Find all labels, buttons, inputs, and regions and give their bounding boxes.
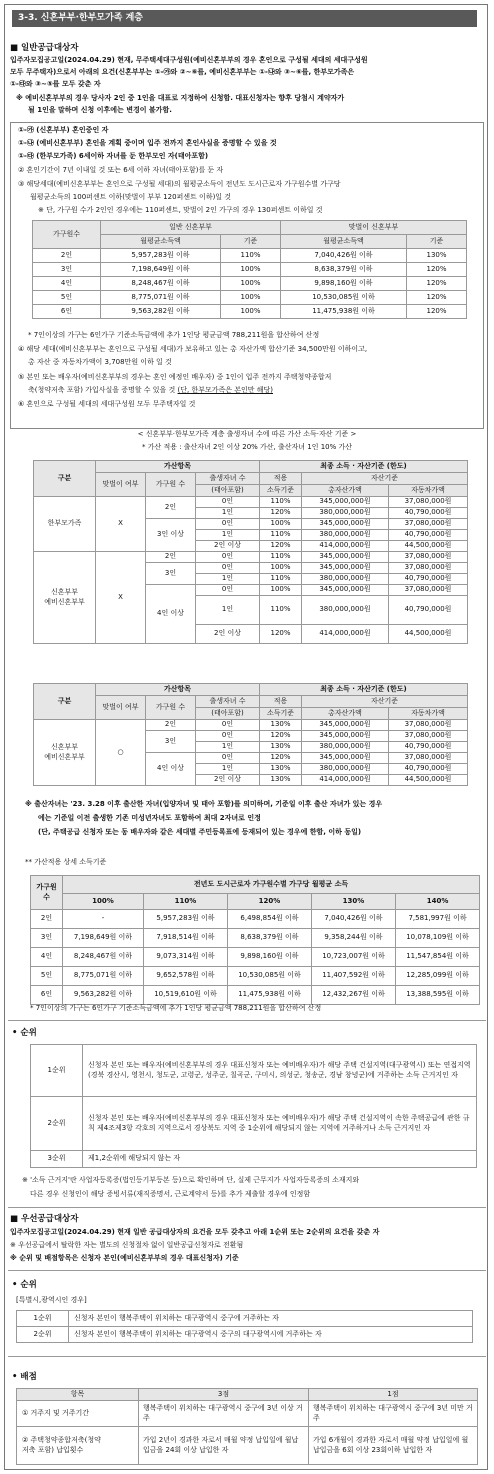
table-cell: 1인 (196, 530, 260, 541)
table-cell: 345,000,000원 (302, 519, 389, 530)
table-cell: 380,000,000원 (302, 764, 389, 775)
table-cell: 100% (221, 291, 281, 305)
t1-h-income: 월평균소득액 (101, 235, 221, 249)
table-cell: 120% (260, 508, 302, 519)
table-cell: 37,080,000원 (389, 563, 468, 574)
req-l11a: 축(청약저축 포함) 가입사실을 증명할 수 있을 것 (28, 386, 178, 394)
table-cell: 3인 이상 (146, 519, 196, 552)
table-cell: 5,957,283원 이하 (101, 249, 221, 263)
table-cell: 2인 이상 (196, 625, 260, 644)
table-cell: 11,475,938원 이하 (228, 986, 312, 1005)
table-cell: 0인 (196, 731, 260, 742)
table-cell: 1인 (196, 574, 260, 585)
table-cell: 3인 (33, 263, 101, 277)
table-cell: 5인 (33, 291, 101, 305)
rank-note-1: ※ '소득 근거지'란 사업자등록증(법인등기부등본 등)으로 확인하며 단, 실제 근무지가 사업자등록증의 소재지와 (22, 1176, 360, 1184)
table-cell: 40,790,000원 (389, 508, 468, 519)
req-l3: ①-㉰ (한부모가족) 6세이하 자녀를 둔 한부모인 자(태아포함) (18, 152, 209, 160)
table-cell: 130% (260, 720, 302, 731)
t2-title: < 신혼부부·한부모가족 계층 출생자녀 수에 따른 가산 소득·자산 기준 > (137, 430, 357, 438)
table-cell: 11,547,854원 이하 (396, 948, 480, 967)
note2-l2: 에는 기준일 이전 출생한 기존 미성년자녀도 포함하여 최대 2자녀로 인정 (38, 814, 261, 822)
table-cell: 345,000,000원 (302, 497, 389, 508)
table-cell: 120% (407, 263, 467, 277)
table-cell: 1인 (196, 596, 260, 625)
t2a-h-child: 출생자녀 수 (196, 473, 260, 485)
rank-3-text: 제1,2순위에 해당되지 않는 자 (83, 1151, 477, 1168)
divider (8, 1356, 486, 1357)
table-cell: 9,358,244원 이하 (312, 929, 396, 948)
table-cell: 37,080,000원 (389, 519, 468, 530)
table-cell: 380,000,000원 (302, 742, 389, 753)
table-cell: 100% (221, 277, 281, 291)
table-cell: 3인 (31, 929, 63, 948)
table-cell: 11,407,592원 이하 (312, 967, 396, 986)
prank-sub: [특별시,광역시인 경우] (16, 1296, 87, 1304)
table-cell: 8,248,467원 이하 (63, 948, 144, 967)
table-cell: 2인 이상 (196, 541, 260, 552)
t3-col: 130% (312, 894, 396, 910)
prank-title: • 순위 (12, 1280, 37, 1290)
table-cell: 1인 (196, 764, 260, 775)
table-cell: 100% (260, 585, 302, 596)
divider (8, 1020, 486, 1021)
bonus-table-a (33, 460, 468, 644)
table-cell: 0인 (196, 497, 260, 508)
table-cell: 8,638,379원 이하 (281, 263, 407, 277)
table-cell: 40,790,000원 (389, 764, 468, 775)
note2-l3: (단, 주택공급 신청자 또는 동 배우자와 같은 세대별 주민등록표에 등재되어 있는 경우에 한함, 이하 동일) (38, 828, 362, 836)
table-cell: 100% (221, 263, 281, 277)
t2a-g1: 한부모가족 (34, 497, 96, 552)
req-l11b: (단, 한부모가족은 본인만 해당) (177, 386, 274, 394)
score-h-item: 항목 (17, 1389, 139, 1401)
table-cell: 12,432,267원 이하 (312, 986, 396, 1005)
t2a-h-total: 총자산가액 (302, 485, 389, 497)
table-cell: 37,080,000원 (389, 497, 468, 508)
t2a-h-apply: 적용 (260, 473, 302, 485)
table-cell: 37,080,000원 (389, 731, 468, 742)
req-l4: ② 혼인기간이 7년 이내일 것 또는 6세 이하 자녀(태아포함)를 둔 자 (18, 166, 224, 174)
section-header: 3-3. 신혼부부·한부모가족 계층 (12, 10, 477, 27)
score-item-2a: ② 주택청약종합저축(청약 (22, 1436, 101, 1445)
rank-1-text: 신청자 본인 또는 배우자(예비신혼부부의 경우 대표신청자 또는 예비배우자)가 해당 주택 건설지역(대구광역시) 또는 연접지역(경북 경산시, 영천시, 청도군, 고령군, 성주군, 칠곡군, 구미시, 의성군, 청송군, 경남 창녕군)에 거주하는 소득 근거지인 자 (83, 1045, 477, 1097)
table-cell: 380,000,000원 (302, 530, 389, 541)
table-cell: 0인 (196, 552, 260, 563)
table-cell: 130% (260, 775, 302, 786)
t2b-h-incstd: 소득기준 (260, 708, 302, 720)
divider (8, 1207, 486, 1208)
table-cell: 0인 (196, 519, 260, 530)
t2a-g2b: 예비신혼부부 (44, 597, 85, 606)
table-cell: 380,000,000원 (302, 508, 389, 519)
priority-title: ■ 우선공급대상자 (10, 1214, 79, 1224)
table-cell: 0인 (196, 753, 260, 764)
table-cell: 9,652,578원 이하 (144, 967, 228, 986)
req-l11 (28, 386, 273, 395)
t2b-h-car: 자동차가액 (389, 708, 468, 720)
t2b-g2a: 신혼부부 (50, 743, 79, 752)
score-title: • 배점 (12, 1372, 37, 1382)
t2a-h-dual: 맞벌이 여부 (96, 473, 146, 497)
table-cell: 0인 (196, 563, 260, 574)
t1-h-dual: 맞벌이 신혼부부 (281, 221, 467, 235)
t3-col: 140% (396, 894, 480, 910)
table-cell: 7,581,997원 이하 (396, 910, 480, 929)
table-cell: 8,638,379원 이하 (228, 929, 312, 948)
req-l6: 월평균소득의 100퍼센트 이하(맞벌이 부부 120퍼센트 이하)일 것 (30, 193, 232, 201)
t2a-h-add: 가산항목 (96, 461, 260, 473)
t2a-h-crit: 최종 소득 · 자산기준 (한도) (260, 461, 468, 473)
table-cell: 110% (260, 596, 302, 625)
table-cell: 2인 이상 (196, 775, 260, 786)
divider (8, 1270, 486, 1271)
rank-table (30, 1044, 477, 1168)
table-cell: 345,000,000원 (302, 552, 389, 563)
rank-title: • 순위 (12, 1028, 37, 1038)
t2a-x2: X (96, 552, 146, 644)
table-cell: 3인 (146, 563, 196, 585)
score-table (16, 1388, 478, 1465)
t3-col: 100% (63, 894, 144, 910)
table-cell: 7,040,426원 이하 (312, 910, 396, 929)
table-cell: 4인 이상 (146, 753, 196, 786)
table-cell: 9,563,282원 이하 (63, 986, 144, 1005)
table-cell: - (63, 910, 144, 929)
table-cell: 100% (260, 519, 302, 530)
table-cell: 110% (260, 530, 302, 541)
table-cell: 0인 (196, 585, 260, 596)
table-cell: 11,475,938원 이하 (281, 305, 407, 319)
req-l5: ③ 해당세대(예비신혼부부는 혼인으로 구성될 세대)의 월평균소득이 전년도 도시근로자 가구원수별 가구당 (18, 180, 341, 188)
t2a-x1: X (96, 497, 146, 552)
general-title: ■ 일반공급대상자 (10, 43, 79, 53)
priority-l3: ※ 순위 및 배점항목은 신청자 본인(예비신혼부부의 경우 대표신청자) 기준 (10, 1254, 239, 1262)
req-l9: 총 자산 중 자동차가액이 3,708만원 이하 일 것 (28, 358, 172, 366)
table-cell: 9,898,160원 이하 (228, 948, 312, 967)
table-cell: 8,775,071원 이하 (101, 291, 221, 305)
t2a-h-fetus: (태아포함) (196, 485, 260, 497)
t2b-h-crit: 최종 소득 · 자산기준 (한도) (260, 684, 468, 696)
score-item-2b: 저축 포함) 납입횟수 (22, 1445, 84, 1454)
table-cell: 8,775,071원 이하 (63, 967, 144, 986)
table-cell: 120% (407, 305, 467, 319)
t2a-h-size: 가구원 수 (146, 473, 196, 497)
table-cell: 40,790,000원 (389, 530, 468, 541)
priority-l2: ※ 우선공급에서 탈락한 자는 별도의 신청절차 없이 일반공급신청자로 전환됨 (10, 1241, 244, 1249)
prank-table (16, 1310, 473, 1343)
table-cell: 2인 (146, 720, 196, 731)
req-l12: ⑥ 혼인으로 구성될 세대의 세대구성원 모두 무주택자일 것 (18, 400, 196, 408)
t2a-g2a: 신혼부부 (50, 588, 79, 597)
t2b-h-dual: 맞벌이 여부 (96, 696, 146, 720)
general-note1-l2: 될 1인을 말하며 신청 이후에는 변경이 불가함. (28, 106, 172, 114)
table-cell: 44,500,000원 (389, 625, 468, 644)
rank-1: 1순위 (31, 1045, 83, 1097)
t1-h-members: 가구원수 (33, 221, 101, 249)
table-cell: 345,000,000원 (302, 720, 389, 731)
t1-h-std2: 기준 (407, 235, 467, 249)
score-h-3: 3점 (139, 1389, 309, 1401)
general-p1-l1: 입주자모집공고일(2024.04.29) 현재, 무주택세대구성원(예비신혼부부의 경우 혼인으로 구성될 세대의 세대구성원 (10, 56, 368, 64)
t2b-h-child: 출생자녀 수 (196, 696, 260, 708)
table-cell: 130% (407, 249, 467, 263)
rank-note-2: 다른 경우 신청인이 해당 증빙서류(재직증명서, 근로계약서 등)를 추가 제출할 경우에 인정함 (30, 1190, 311, 1198)
table-cell: 100% (260, 563, 302, 574)
t3-h-main: 전년도 도시근로자 가구원수별 가구당 월평균 소득 (63, 876, 480, 894)
t2b-h-total: 총자산가액 (302, 708, 389, 720)
t1-h-normal: 일반 신혼부부 (101, 221, 281, 235)
table-cell: 7,198,649원 이하 (101, 263, 221, 277)
table-cell: 380,000,000원 (302, 596, 389, 625)
table-cell: 4인 (33, 277, 101, 291)
table-cell: 6,498,854원 이하 (228, 910, 312, 929)
table-cell: 110% (260, 574, 302, 585)
t2b-g (34, 720, 96, 786)
table-cell: 414,000,000원 (302, 775, 389, 786)
bonus-table-b (33, 683, 468, 786)
table-cell: 10,723,007원 이하 (312, 948, 396, 967)
t2a-h-asset: 자산기준 (302, 473, 468, 485)
table-cell: 130% (260, 742, 302, 753)
t3-h-members: 가구원 수 (31, 876, 63, 910)
prank-1-text: 신청자 본인이 행복주택이 위치하는 대구광역시 중구에 거주하는 자 (69, 1311, 473, 1327)
score-h-1: 1점 (309, 1389, 478, 1401)
score-2-3: 가입 2년이 경과한 자로서 매월 약정 납입일에 월납입금을 24회 이상 납입한 자 (139, 1427, 309, 1465)
t2a-g2 (34, 552, 96, 644)
table-cell: 13,388,595원 이하 (396, 986, 480, 1005)
table-cell: 120% (260, 753, 302, 764)
table-cell: 7,918,514원 이하 (144, 929, 228, 948)
t1-h-income2: 월평균소득액 (281, 235, 407, 249)
table-cell: 9,073,314원 이하 (144, 948, 228, 967)
table-cell: 2인 (31, 910, 63, 929)
req-l8: ④ 해당 세대(예비신혼부부는 혼인으로 구성될 세대)가 보유하고 있는 총 자산가액 합산기준 34,500만원 이하이고, (18, 345, 368, 353)
table-cell: 10,078,109원 이하 (396, 929, 480, 948)
t3-col: 110% (144, 894, 228, 910)
general-p1-l3: ①-㉰와 ③~⑤를 모두 갖춘 자 (10, 80, 101, 88)
table-cell: 7,040,426원 이하 (281, 249, 407, 263)
table-cell: 4인 (31, 948, 63, 967)
table-cell: 345,000,000원 (302, 585, 389, 596)
table-cell: 2인 (146, 552, 196, 563)
table-cell: 110% (260, 497, 302, 508)
t1-h-std: 기준 (221, 235, 281, 249)
table-cell: 130% (260, 764, 302, 775)
table-cell: 40,790,000원 (389, 574, 468, 585)
table-cell: 37,080,000원 (389, 585, 468, 596)
table-cell: 6인 (31, 986, 63, 1005)
req-l10: ⑤ 본인 또는 배우자(예비신혼부부의 경우는 혼인 예정인 배우자) 중 1인이 입주 전까지 주택청약종합저 (18, 373, 332, 381)
t2b-h-asset: 자산기준 (302, 696, 468, 708)
t2b-h-size: 가구원 수 (146, 696, 196, 720)
table-cell: 9,563,282원 이하 (101, 305, 221, 319)
req-n1: * 7인이상의 가구는 6인가구 기준소득금액에 추가 1인당 평균금액 788,211원을 합산하여 산정 (28, 331, 320, 339)
score-item-1: ① 거주지 및 거주기간 (17, 1401, 139, 1427)
t3-title: ** 가산적용 상세 소득기준 (25, 858, 107, 866)
rank-3: 3순위 (31, 1151, 83, 1168)
table-cell: 44,500,000원 (389, 541, 468, 552)
score-2-1: 가입 6개월이 경과한 자로서 매월 약정 납입일에 월납입금을 6회 이상 23회이하 납입한 자 (309, 1427, 478, 1465)
general-note1-l1: ※ 예비신혼부부의 경우 당사자 2인 중 1인을 대표로 지정하여 신청함. 대표신청자는 향후 당첨시 계약자가 (16, 94, 345, 102)
table-cell: 380,000,000원 (302, 574, 389, 585)
t2a-h-car: 자동차가액 (389, 485, 468, 497)
table-cell: 0인 (196, 720, 260, 731)
table-cell: 37,080,000원 (389, 720, 468, 731)
table-cell: 110% (260, 552, 302, 563)
table-cell: 12,285,099원 이하 (396, 967, 480, 986)
table-cell: 120% (260, 625, 302, 644)
prank-2-text: 신청자 본인이 행복주택이 위치하는 대구광역시 중구의 대구광역시에 거주하는 자 (69, 1327, 473, 1343)
table-cell: 110% (221, 249, 281, 263)
req-l7: ※ 단, 가구원 수가 2인인 경우에는 110퍼센트, 맞벌이 2인 가구의 경우 130퍼센트 이하일 것 (38, 206, 323, 214)
t2a-h-type: 구분 (34, 461, 96, 497)
rank-2: 2순위 (31, 1097, 83, 1151)
income-table-1 (32, 220, 467, 319)
table-cell: 7,198,649원 이하 (63, 929, 144, 948)
table-cell: 37,080,000원 (389, 753, 468, 764)
prank-1: 1순위 (17, 1311, 69, 1327)
table-cell: 1인 (196, 742, 260, 753)
table-cell: 10,530,085원 이하 (228, 967, 312, 986)
table-cell: 120% (407, 277, 467, 291)
t2b-h-fetus: (태아포함) (196, 708, 260, 720)
table-cell: 10,530,085원 이하 (281, 291, 407, 305)
table-cell: 2인 (33, 249, 101, 263)
table-cell: 1인 (196, 508, 260, 519)
table-cell: 10,519,610원 이하 (144, 986, 228, 1005)
table-cell: 120% (407, 291, 467, 305)
table-cell: 345,000,000원 (302, 753, 389, 764)
table-cell: 120% (260, 731, 302, 742)
table-cell: 414,000,000원 (302, 625, 389, 644)
req-l1: ①-㉮ (신혼부부) 혼인중인 자 (18, 126, 109, 134)
t2b-o: ○ (96, 720, 146, 786)
income-table-2 (30, 875, 480, 1005)
prank-2: 2순위 (17, 1327, 69, 1343)
note2-l1: ※ 출산자녀는 '23. 3.28 이후 출산한 자녀(입양자녀 및 태아 포함)를 의미하며, 기준일 이후 출산 자녀가 있는 경우 (25, 800, 383, 808)
score-1-3: 행복주택이 위치하는 대구광역시 중구에 3년 이상 거주 (139, 1401, 309, 1427)
general-p1-l2: 모두 무주택자)으로서 아래의 요건(신혼부부는 ①-㉮와 ②~⑥를, 예비신혼부부는 ①-㉯와 ③~⑥를, 한부모가족은 (10, 68, 355, 76)
table-cell: 345,000,000원 (302, 731, 389, 742)
table-cell: 4인 이상 (146, 585, 196, 644)
t3-col: 120% (228, 894, 312, 910)
t3-note: * 7인이상의 가구는 6인가구 기준소득금액에 추가 1인당 평균금액 788,211원을 합산하여 산정 (30, 1004, 322, 1012)
table-cell: 37,080,000원 (389, 552, 468, 563)
t2b-h-add: 가산항목 (96, 684, 260, 696)
table-cell: 414,000,000원 (302, 541, 389, 552)
t2b-g2b: 예비신혼부부 (44, 752, 85, 761)
table-cell: 100% (221, 305, 281, 319)
table-cell: 40,790,000원 (389, 596, 468, 625)
table-cell: 3인 (146, 731, 196, 753)
table-cell: 345,000,000원 (302, 563, 389, 574)
table-cell: 2인 (146, 497, 196, 519)
table-cell: 40,790,000원 (389, 742, 468, 753)
t2-sub: * 가산 적용 : 출산자녀 2인 이상 20% 가산, 출산자녀 1인 10% 가산 (141, 443, 353, 451)
table-cell: 6인 (33, 305, 101, 319)
table-cell: 5인 (31, 967, 63, 986)
table-cell: 44,500,000원 (389, 775, 468, 786)
t2b-h-apply: 적용 (260, 696, 302, 708)
req-l2: ①-㉯ (예비신혼부부) 혼인을 계획 중이며 입주 전까지 혼인사실을 증명할 수 있을 것 (18, 139, 277, 147)
table-cell: 9,898,160원 이하 (281, 277, 407, 291)
score-1-1: 행복주택이 위치하는 대구광역시 중구에 3년 미만 거주 (309, 1401, 478, 1427)
table-cell: 5,957,283원 이하 (144, 910, 228, 929)
priority-l1: 입주자모집공고일(2024.04.29) 현재 일반 공급대상자의 요건을 모두 갖추고 아래 1순위 또는 2순위의 요건을 갖춘 자 (10, 1228, 380, 1236)
table-cell: 120% (260, 541, 302, 552)
t2b-h-type: 구분 (34, 684, 96, 720)
score-item-2 (17, 1427, 139, 1465)
t2a-h-incstd: 소득기준 (260, 485, 302, 497)
table-cell: 8,248,467원 이하 (101, 277, 221, 291)
rank-2-text: 신청자 본인 또는 배우자(예비신혼부부의 경우 대표신청자 또는 예비배우자)가 해당 주택 건설지역이 속한 주택공급에 관한 규칙 제4조제3항 각호의 지역으로서 경상북도 지역 중 1순위에 해당되지 않는 지역에 거주하거나 소득 근거지인 자 (83, 1097, 477, 1151)
